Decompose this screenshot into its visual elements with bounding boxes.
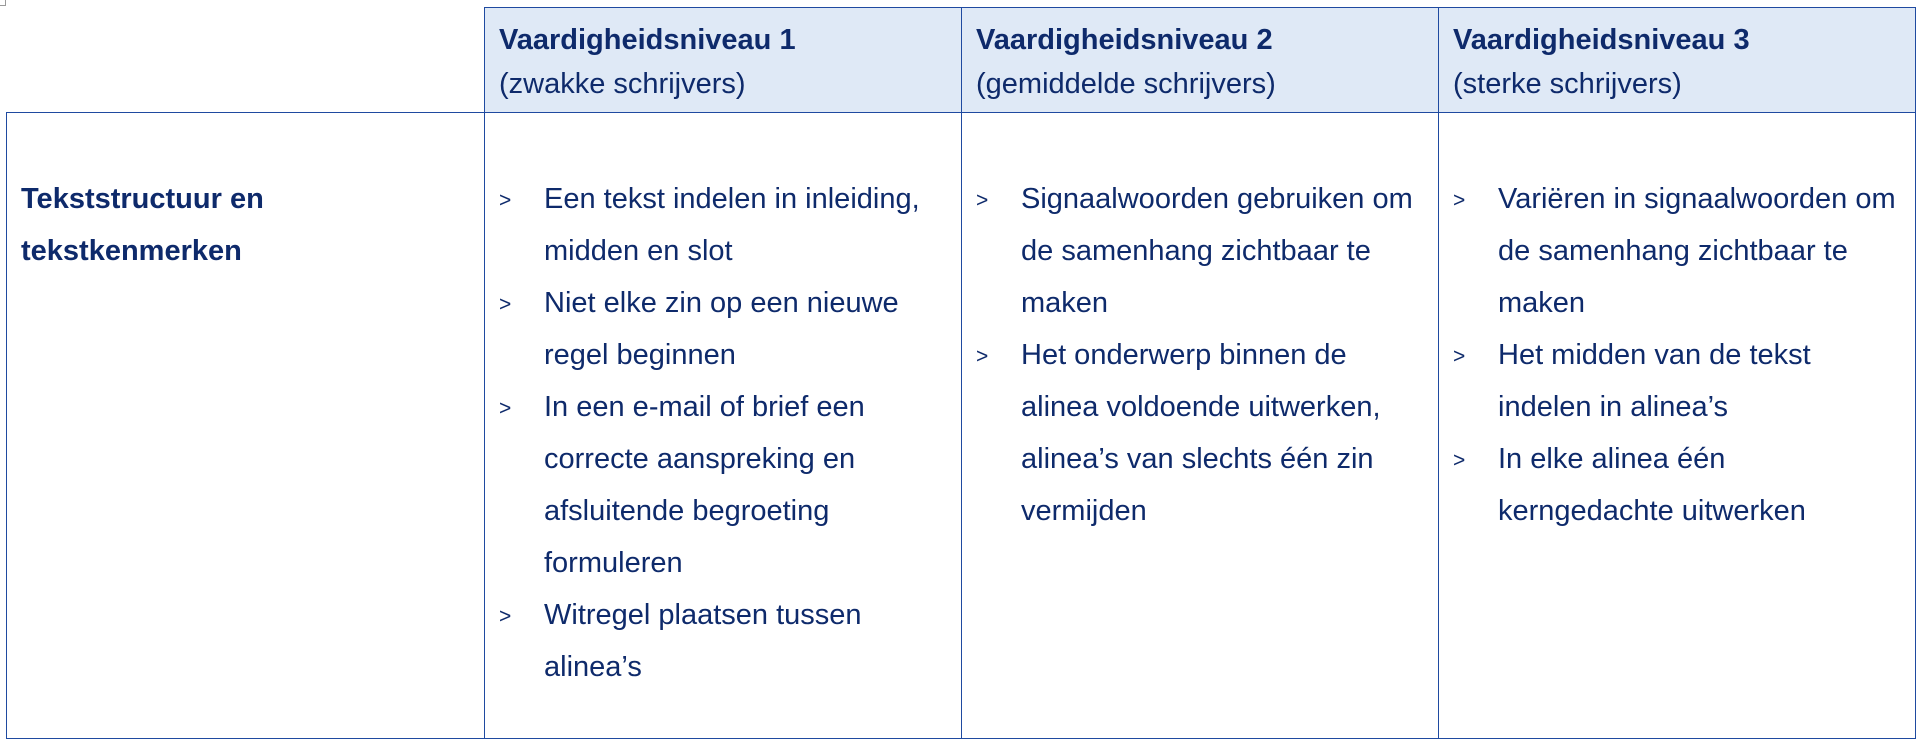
table-row	[7, 113, 1916, 739]
list-item	[976, 329, 1430, 537]
corner-crop-mark	[0, 0, 6, 6]
level-1-header	[485, 8, 962, 113]
row-header-cell	[7, 113, 485, 739]
level-1-cell	[485, 113, 962, 739]
level-2-header	[962, 8, 1439, 113]
bullet-list	[976, 173, 1430, 537]
level-subtitle: (gemiddelde schrijvers)	[976, 68, 1276, 100]
list-item-text: Het onderwerp binnen de alinea voldoende uitwerken, alinea’s van slechts één zin vermijden	[1021, 339, 1381, 527]
level-subtitle: (zwakke schrijvers)	[499, 68, 746, 100]
chevron-right-icon: >	[499, 605, 512, 628]
list-item-text: Een tekst indelen in inleiding, midden en slot	[544, 183, 920, 267]
level-subtitle: (sterke schrijvers)	[1453, 68, 1682, 100]
chevron-right-icon: >	[1453, 345, 1466, 368]
chevron-right-icon: >	[976, 345, 989, 368]
level-2-cell	[962, 113, 1439, 739]
list-item-text: Signaalwoorden gebruiken om de samenhang zichtbaar te maken	[1021, 183, 1413, 319]
list-item	[499, 173, 953, 277]
bullet-list	[1453, 173, 1907, 537]
chevron-right-icon: >	[1453, 449, 1466, 472]
chevron-right-icon: >	[499, 189, 512, 212]
list-item-text: In een e-mail of brief een correcte aanspreking en afsluitende begroeting formuleren	[544, 391, 865, 579]
list-item	[499, 589, 953, 693]
list-item	[1453, 329, 1907, 433]
level-title: Vaardigheidsniveau 3	[1453, 24, 1750, 56]
chevron-right-icon: >	[499, 397, 512, 420]
list-item-text: Variëren in signaalwoorden om de samenhang zichtbaar te maken	[1498, 183, 1896, 319]
bullet-list	[499, 173, 953, 693]
chevron-right-icon: >	[499, 293, 512, 316]
level-3-cell	[1439, 113, 1916, 739]
level-title: Vaardigheidsniveau 1	[499, 24, 796, 56]
list-item	[499, 277, 953, 381]
chevron-right-icon: >	[1453, 189, 1466, 212]
list-item-text: Niet elke zin op een nieuwe regel beginnen	[544, 287, 899, 371]
skills-table	[6, 7, 1916, 739]
header-row	[7, 8, 1916, 113]
level-3-header	[1439, 8, 1916, 113]
list-item	[1453, 173, 1907, 329]
chevron-right-icon: >	[976, 189, 989, 212]
empty-corner-cell	[7, 8, 485, 113]
level-title: Vaardigheidsniveau 2	[976, 24, 1273, 56]
list-item-text: Het midden van de tekst indelen in alinea’s	[1498, 339, 1811, 423]
list-item	[499, 381, 953, 589]
list-item-text: Witregel plaatsen tussen alinea’s	[544, 599, 862, 683]
row-label: Tekststructuur en tekstkenmerken	[21, 183, 264, 267]
list-item-text: In elke alinea één kerngedachte uitwerken	[1498, 443, 1806, 527]
list-item	[1453, 433, 1907, 537]
list-item	[976, 173, 1430, 329]
